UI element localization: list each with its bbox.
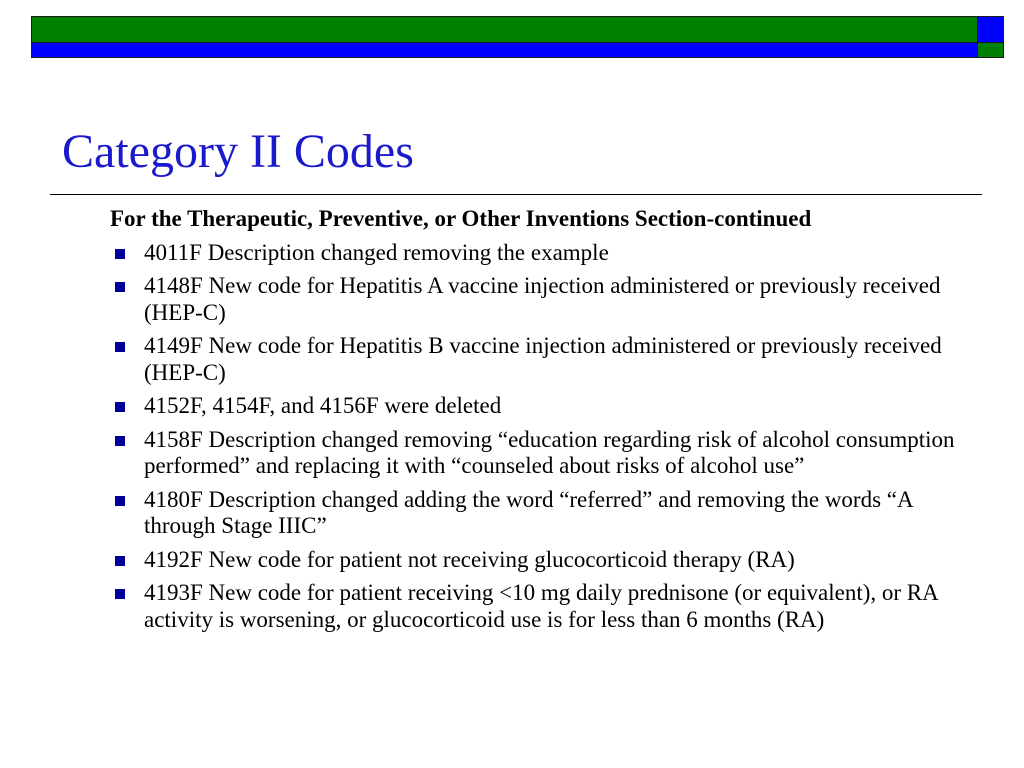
list-item [110,240,970,267]
title-divider [50,194,982,195]
square-bullet-icon [115,249,125,259]
square-bullet-icon [115,436,125,446]
list-item [110,547,970,574]
header-square-blue [977,16,1004,43]
list-item-text: 4011F Description changed removing the example [144,239,609,265]
list-item [110,487,970,540]
slide-body [110,206,970,640]
list-item-text: 4193F New code for patient receiving <10 mg daily prednisone (or equivalent), or RA activity is worsening, or glucocorticoid use is for less than 6 months (RA) [144,580,938,632]
header-bar-blue [31,42,978,58]
list-item-text: 4180F Description changed adding the word “referred” and removing the words “A through Stage IIIC” [144,486,913,538]
square-bullet-icon [115,556,125,566]
bullet-list [110,240,970,634]
list-item-text: 4148F New code for Hepatitis A vaccine injection administered or previously received (HEP-C) [144,273,941,325]
list-item [110,393,970,420]
list-item [110,273,970,326]
header-bar-green [31,16,978,43]
list-item-text: 4149F New code for Hepatitis B vaccine injection administered or previously received (HEP-C) [144,333,942,385]
list-item [110,333,970,386]
list-item-text: 4192F New code for patient not receiving glucocorticoid therapy (RA) [144,546,795,572]
slide-title: Category II Codes [62,125,414,178]
list-item [110,580,970,633]
list-item-text: 4152F, 4154F, and 4156F were deleted [144,393,502,418]
square-bullet-icon [115,496,125,506]
square-bullet-icon [115,589,125,599]
section-subheading: For the Therapeutic, Preventive, or Other Inventions Section-continued [110,206,812,231]
square-bullet-icon [115,402,125,412]
list-item [110,427,970,480]
square-bullet-icon [115,282,125,292]
header-square-green [977,42,1004,58]
list-item-text: 4158F Description changed removing “education regarding risk of alcohol consumption performed” and replacing it with “counseled about risks of alcohol use” [144,426,955,478]
square-bullet-icon [115,342,125,352]
